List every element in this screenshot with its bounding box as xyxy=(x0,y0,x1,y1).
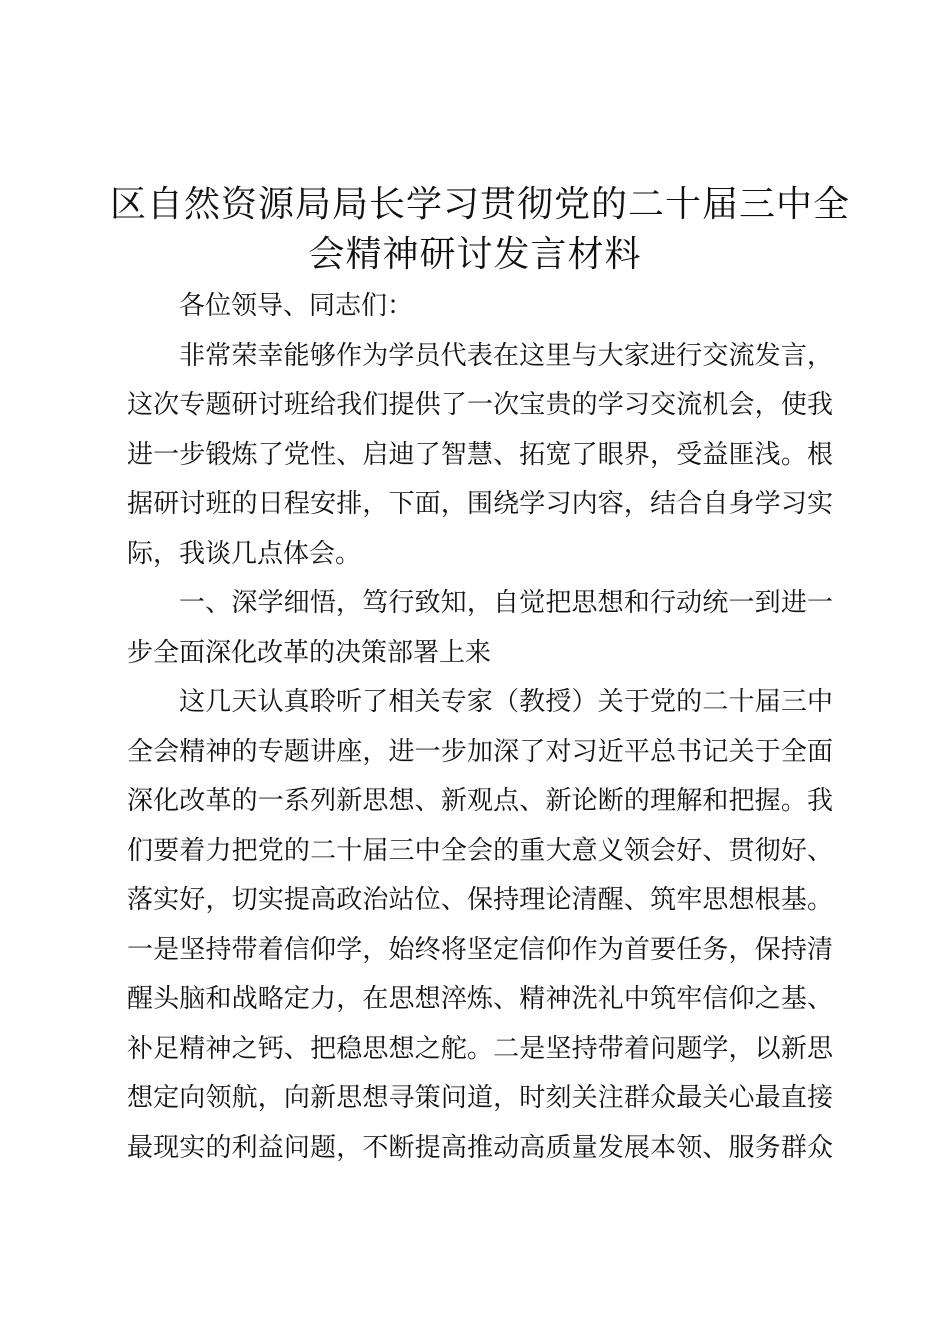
document-body xyxy=(127,282,833,1173)
title-line: 会精神研讨发言材料 xyxy=(308,234,642,275)
paragraph-line: 这次专题研讨班给我们提供了一次宝贵的学习交流机会，使我 xyxy=(127,390,833,420)
paragraph-line: 深化改革的一系列新思想、新观点、新论断的理解和把握。我 xyxy=(127,786,833,816)
paragraph-line: 全会精神的专题讲座，进一步加深了对习近平总书记关于全面 xyxy=(127,736,833,767)
paragraph-line: 想定向领航，向新思想寻策问道，时刻关注群众最关心最直接 xyxy=(127,1083,833,1113)
paragraph-line: 最现实的利益问题，不断提高推动高质量发展本领、服务群众 xyxy=(127,1132,833,1163)
paragraph-line: 落实好，切实提高政治站位、保持理论清醒、筑牢思想根基。 xyxy=(127,885,833,915)
paragraph-line: 醒头脑和战略定力，在思想淬炼、精神洗礼中筑牢信仰之基、 xyxy=(127,984,833,1014)
paragraph-line: 际，我谈几点体会。 xyxy=(127,538,362,569)
paragraph-line: 补足精神之钙、把稳思想之舵。二是坚持带着问题学，以新思 xyxy=(127,1033,833,1064)
paragraph-line: 据研讨班的日程安排，下面，围绕学习内容，结合自身学习实 xyxy=(127,489,833,519)
paragraph-line: 这几天认真聆听了相关专家（教授）关于党的二十届三中 xyxy=(179,687,833,717)
heading-line: 步全面深化改革的决策部署上来 xyxy=(127,637,492,668)
section-heading-1 xyxy=(127,579,833,678)
paragraph-line: 们要着力把党的二十届三中全会的重大意义领会好、贯彻好、 xyxy=(127,835,833,866)
document-title xyxy=(110,180,851,280)
paragraph-section-1 xyxy=(127,678,833,1173)
paragraph-line: 进一步锻炼了党性、启迪了智慧、拓宽了眼界，受益匪浅。根 xyxy=(127,439,833,470)
paragraph-intro xyxy=(127,332,833,580)
paragraph-line: 一是坚持带着信仰学，始终将坚定信仰作为首要任务，保持清 xyxy=(127,934,833,965)
salutation: 各位领导、同志们： xyxy=(179,291,414,321)
heading-line: 一、深学细悟，笃行致知，自觉把思想和行动统一到进一 xyxy=(179,588,833,618)
title-line: 区自然资源局局长学习贯彻党的二十届三中全 xyxy=(110,184,851,225)
paragraph-line: 非常荣幸能够作为学员代表在这里与大家进行交流发言， xyxy=(179,340,833,371)
